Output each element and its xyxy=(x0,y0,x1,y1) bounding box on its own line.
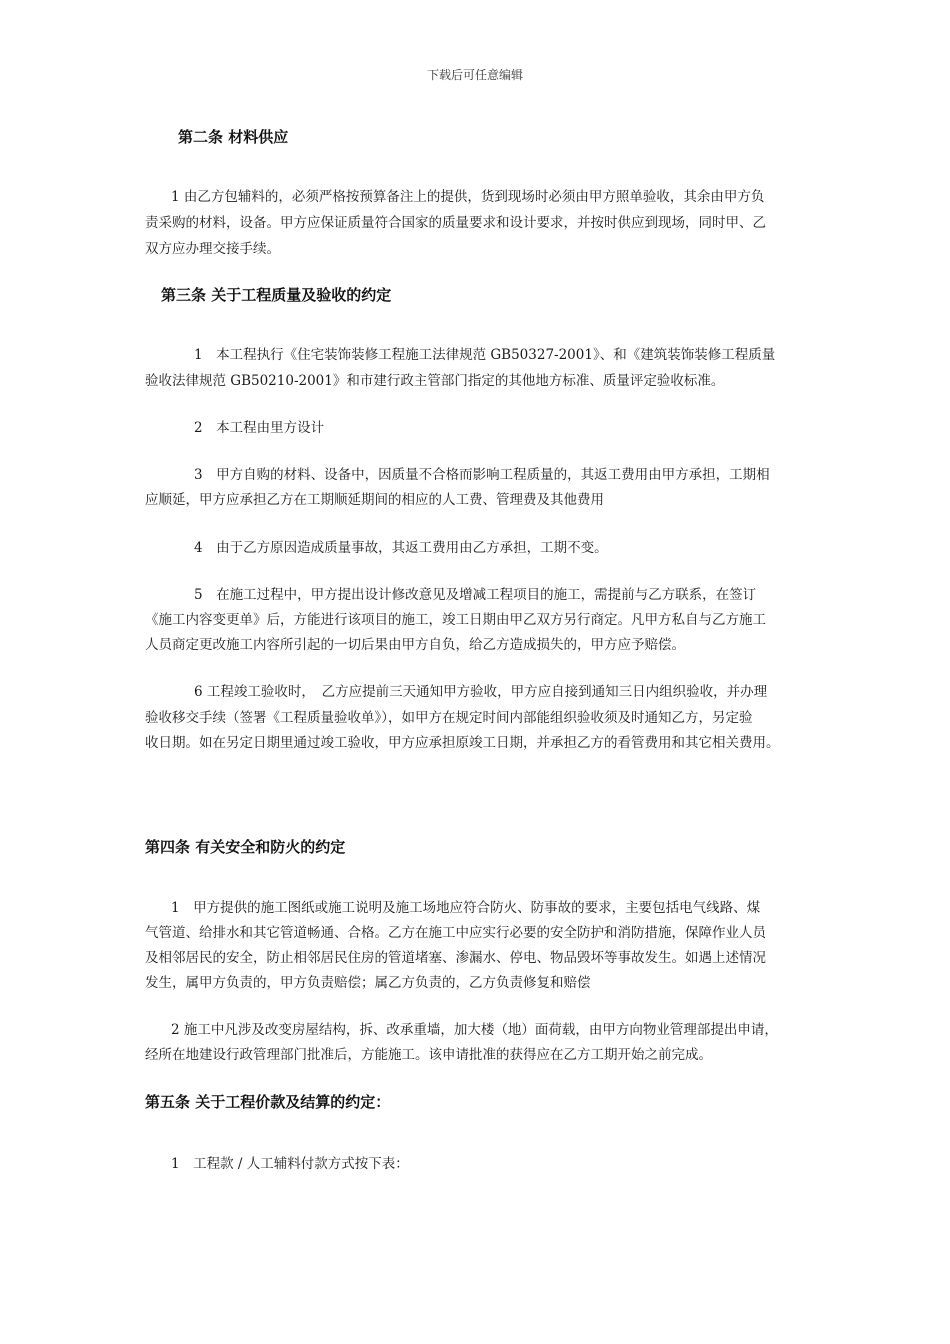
section-3-para-4-line: 4 由于乙方原因造成质量事故，其返工费用由乙方承担，工期不变。 xyxy=(194,540,608,556)
section-3-para-3-line: 3 甲方自购的材料、设备中，因质量不合格而影响工程质量的，其返工费用由甲方承担，工期相 xyxy=(194,467,770,483)
section-3-para-1-line: 验收法律规范 GB50210-2001》和市建行政主管部门指定的其他地方标准、质量评定验收标准。 xyxy=(145,373,725,389)
section-4-para-2-line: 经所在地建设行政管理部门批准后，方能施工。该申请批准的获得应在乙方工期开始之前完成。 xyxy=(145,1047,712,1063)
section-3-para-6-line: 收日期。如在另定日期里通过竣工验收，甲方应承担原竣工日期，并承担乙方的看管费用和其它相关费用。 xyxy=(145,735,780,751)
section-5-para-1-line: 1 工程款 / 人工辅料付款方式按下表： xyxy=(171,1156,409,1172)
section-2-para-1-line: 责采购的材料，设备。甲方应保证质量符合国家的质量要求和设计要求，并按时供应到现场，同时甲、乙 xyxy=(145,215,766,231)
page-header: 下载后可任意编辑 xyxy=(426,68,523,82)
section-3-title: 第三条 关于工程质量及验收的约定 xyxy=(161,286,392,304)
section-4-title: 第四条 有关安全和防火的约定 xyxy=(145,838,346,856)
section-3-para-6-line: 验收移交手续（签署《工程质量验收单》），如甲方在规定时间内部能组织验收须及时通知乙方，另定验 xyxy=(145,710,753,726)
section-3-para-5-line: 5 在施工过程中，甲方提出设计修改意见及增减工程项目的施工，需提前与乙方联系，在签订 xyxy=(194,587,757,603)
section-5-title: 第五条 关于工程价款及结算的约定： xyxy=(145,1093,391,1111)
section-3-para-2-line: 2 本工程由里方设计 xyxy=(194,420,325,436)
section-4-para-1-line: 及相邻居民的安全，防止相邻居民住房的管道堵塞、渗漏水、停电、物品毁坏等事故发生。如遇上述情况 xyxy=(145,950,766,966)
section-3-para-1-line: 1 本工程执行《住宅装饰装修工程施工法律规范 GB50327-2001》、和《建筑装饰装修工程质量 xyxy=(194,347,776,363)
section-2-para-1-line: 1 由乙方包辅料的，必须严格按预算备注上的提供，货到现场时必须由甲方照单验收，其余由甲方负 xyxy=(171,189,765,205)
section-3-para-6-line: 6 工程竣工验收时， 乙方应提前三天通知甲方验收，甲方应自接到通知三日内组织验收，并办理 xyxy=(194,684,768,700)
section-3-para-5-line: 《施工内容变更单》后，方能进行该项目的施工，竣工日期由甲乙双方另行商定。凡甲方私自与乙方施工 xyxy=(145,612,766,628)
section-2-title: 第二条 材料供应 xyxy=(178,128,289,146)
section-4-para-2-line: 2 施工中凡涉及改变房屋结构，拆、改承重墙，加大楼（地）面荷载，由甲方向物业管理部提出申请， xyxy=(171,1022,778,1038)
section-3-para-5-line: 人员商定更改施工内容所引起的一切后果由甲方自负，给乙方造成损失的，甲方应予赔偿。 xyxy=(145,637,685,653)
section-4-para-1-line: 1 甲方提供的施工图纸或施工说明及施工场地应符合防火、防事故的要求，主要包括电气线路、煤 xyxy=(171,900,761,916)
section-2-para-1-line: 双方应办理交接手续。 xyxy=(145,241,280,257)
section-4-para-1-line: 气管道、给排水和其它管道畅通、合格。乙方在施工中应实行必要的安全防护和消防措施，保障作业人员 xyxy=(145,925,766,941)
section-3-para-3-line: 应顺延，甲方应承担乙方在工期顺延期间的相应的人工费、管理费及其他费用 xyxy=(145,492,604,508)
section-4-para-1-line: 发生，属甲方负责的，甲方负责赔偿；属乙方负责的，乙方负责修复和赔偿 xyxy=(145,975,591,991)
